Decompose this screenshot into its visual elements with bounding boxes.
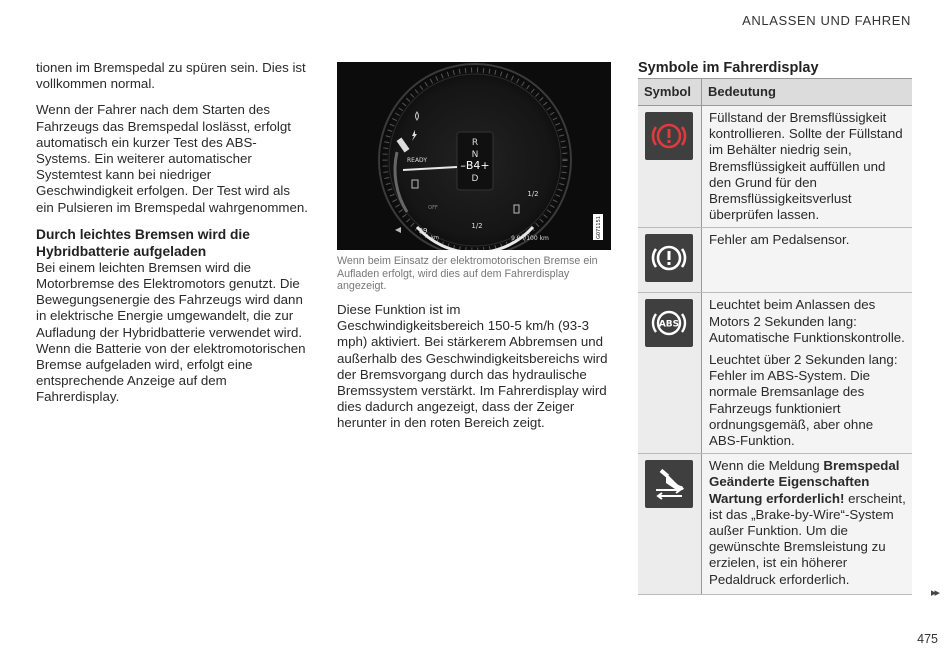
row-meaning: Füllstand der Bremsflüssigkeit kontrollieren. Sollte der Füllstand im Behälter niedrig sein, Bremsflüssigkeit auffüllen und den Grund für den Bremsflüssigkeitsverlust überprüfen lassen.	[709, 110, 903, 223]
gear-r-label: R	[471, 138, 479, 148]
section-heading: Durch leichtes Bremsen wird die Hybridbatterie aufgeladen	[36, 226, 250, 259]
gear-b4-label: –B4+	[460, 159, 490, 172]
off-label: OFF	[428, 205, 438, 211]
bottom-half-label: 1/2	[471, 222, 483, 230]
column-1	[36, 60, 308, 416]
symbols-table	[638, 78, 912, 595]
table-row	[638, 228, 912, 293]
column-2	[337, 302, 611, 442]
symbols-section	[638, 59, 912, 595]
paragraph: Wenn der Fahrer nach dem Starten des Fahrzeugs das Bremspedal loslässt, erfolgt automatisch ein kurzer Test des ABS-Systems. Ein weiterer automatischer Systemtest kann bei niedriger Geschwindigkeit erfolgen. Der Test wird als ein Pulsieren im Bremspedal wahrgenommen.	[36, 102, 308, 215]
row-meaning: Fehler am Pedalsensor.	[709, 232, 850, 248]
gear-n-label: N	[471, 150, 479, 160]
paragraph: Bei einem leichten Bremsen wird die Motorbremse des Elektromotors genutzt. Die Bewegungsenergie des Fahrzeugs wird dann in elektrische Energie umgewandelt, die zur Aufladung der Hybridbatterie verwendet wird. Wenn die Batterie von der elektromotorischen Bremse aufgeladen wird, erfolgt eine entsprechende Anzeige auf dem Fahrerdisplay.	[36, 259, 306, 405]
section-header: ANLASSEN UND FAHREN	[742, 13, 911, 28]
column-header-symbol: Symbol	[638, 79, 702, 106]
row-meaning: Wenn die Meldung Bremspedal Geänderte Eigenschaften Wartung erforderlich! erscheint, ist das „Brake-by-Wire“-System außer Funktion. Um die gewünschte Bremsleistung zu erzielen, ist ein höherer Pedaldruck erforderlich.	[709, 458, 906, 587]
abs-icon	[645, 299, 693, 347]
image-code: G071151	[596, 216, 602, 239]
row-meaning: Leuchtet über 2 Sekunden lang: Fehler im ABS-System. Die normale Bremsanlage des Fahrzeugs funktioniert ordnungsgemäß, aber ohne ABS-Funktion.	[709, 352, 898, 449]
driver-display-figure	[337, 62, 611, 250]
brake-by-wire-icon	[645, 460, 693, 508]
table-row	[638, 454, 912, 595]
figure-caption: Wenn beim Einsatz der elektromotorischen Bremse ein Aufladen erfolgt, wird dies auf dem Fahrerdisplay angezeigt.	[337, 255, 598, 293]
range-value: 99	[418, 227, 428, 235]
consumption-readout: 9.9 l/100 km	[511, 235, 549, 242]
paragraph: tionen im Bremspedal zu spüren sein. Dies ist vollkommen normal.	[36, 60, 306, 92]
warning-message: Bremspedal Geänderte Eigenschaften Wartung erforderlich!	[709, 458, 900, 506]
table-header-row	[638, 79, 912, 106]
page-number: 475	[917, 632, 938, 646]
paragraph: Diese Funktion ist im Geschwindigkeitsbereich 150-5 km/h (93-3 mph) aktiviert. Bei stärkerem Abbremsen und außerhalb des Geschwindigkeitsbereichs wird der Bremsvorgang durch das hydraulische Bremssystem verstärkt. Im Fahrerdisplay wird dies dadurch angezeigt, dass der Zeiger herunter in den roten Bereich zeigt.	[337, 302, 608, 431]
brake-fluid-warning-icon	[645, 112, 693, 160]
gear-d-label: D	[471, 174, 479, 184]
driver-display-illustration	[337, 62, 611, 250]
table-row	[638, 106, 912, 228]
ready-label: READY	[406, 157, 428, 164]
row-meaning: Leuchtet beim Anlassen des Motors 2 Sekunden lang: Automatische Funktionskontrolle.	[709, 297, 905, 345]
table-title: Symbole im Fahrerdisplay	[638, 60, 819, 76]
range-unit: km	[431, 235, 439, 241]
fuel-half-label: 1/2	[527, 190, 539, 198]
table-row	[638, 293, 912, 454]
pedal-sensor-fault-icon	[645, 234, 693, 282]
svg-text:ABS: ABS	[658, 319, 680, 330]
continue-arrows-icon: ▸▸	[930, 587, 938, 599]
column-header-meaning: Bedeutung	[702, 79, 913, 106]
